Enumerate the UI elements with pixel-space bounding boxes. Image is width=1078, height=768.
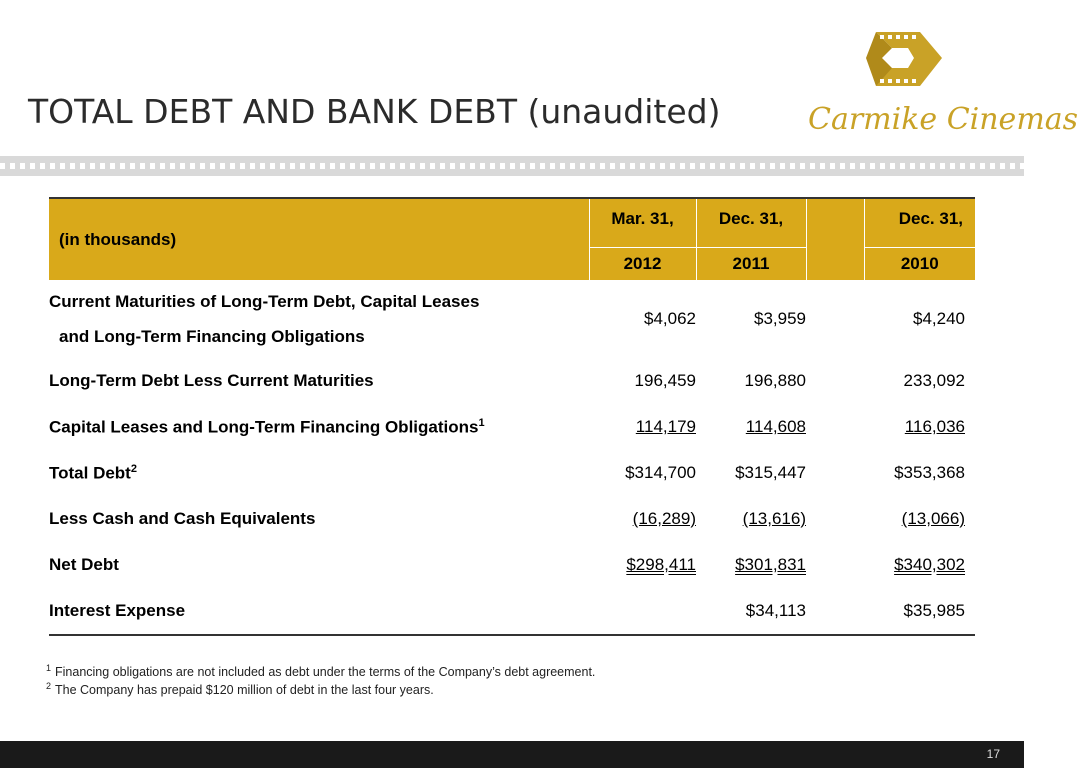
cell-value: (13,066): [901, 509, 965, 528]
col-header-mar-2012: Mar. 31,: [589, 198, 696, 248]
table-row: [49, 358, 975, 404]
cell-value: 233,092: [903, 371, 965, 390]
row-label: Less Cash and Cash Equivalents: [49, 509, 316, 528]
table-row: [49, 496, 975, 542]
cell-value: $34,113: [696, 588, 806, 635]
row-label: Total Debt$^2$: [49, 462, 137, 483]
cell-value: $315,447: [735, 463, 806, 482]
table-row: [49, 588, 975, 635]
col-header-dec-2011: Dec. 31,: [696, 198, 806, 248]
unit-label: (in thousands): [49, 198, 589, 280]
cell-value: 196,459: [634, 371, 696, 390]
cell-value: $340,302: [894, 555, 965, 574]
footnote-1: $^1$ Financing obligations are not included as debt under the terms of the Company’s debt agreement.: [46, 663, 596, 680]
cell-value: $298,411: [626, 555, 696, 574]
cell-value: 116,036: [904, 417, 965, 436]
table-row: [49, 542, 975, 588]
page-number: 17: [986, 747, 1000, 761]
debt-table: [49, 197, 975, 636]
col-year-2010: 2010: [864, 248, 975, 281]
table-row: [49, 450, 975, 496]
col-spacer: [806, 198, 864, 280]
row-label: Long-Term Debt Less Current Maturities: [49, 371, 374, 390]
row-label: Net Debt: [49, 555, 119, 574]
row-label: Interest Expense: [49, 588, 589, 635]
col-year-2012: 2012: [589, 248, 696, 281]
decorative-divider: [0, 156, 1024, 176]
row-label: Current Maturities of Long-Term Debt, Capital Leases and Long-Term Financing Obligations: [49, 292, 480, 346]
page-title: TOTAL DEBT AND BANK DEBT (unaudited): [28, 92, 721, 131]
carmike-logo: [808, 22, 1078, 150]
cell-value: [589, 588, 696, 635]
cell-value: $353,368: [894, 463, 965, 482]
footer-bar: [0, 741, 1024, 768]
footnote-2: $^2$ The Company has prepaid $120 million of debt in the last four years.: [46, 681, 434, 698]
table-header-row: [49, 198, 975, 248]
cell-value: $3,959: [754, 309, 806, 328]
cell-value: $35,985: [864, 588, 975, 635]
cell-value: (13,616): [742, 509, 806, 528]
cell-value: $314,700: [625, 463, 696, 482]
table-row: [49, 280, 975, 358]
cell-value: 114,608: [745, 417, 806, 436]
cell-value: (16,289): [632, 509, 696, 528]
col-year-2011: 2011: [696, 248, 806, 281]
cell-value: 114,179: [635, 417, 696, 436]
table-row: [49, 404, 975, 450]
row-label: Capital Leases and Long-Term Financing Obligations$^1$: [49, 416, 485, 437]
cell-value: $301,831: [735, 555, 806, 574]
logo-brand-text: Carmike Cinemas: [808, 102, 1078, 137]
col-header-dec-2010: Dec. 31,: [864, 198, 975, 248]
cell-value: $4,240: [913, 309, 965, 328]
film-reel-icon: [808, 22, 1008, 102]
cell-value: $4,062: [644, 309, 696, 328]
cell-value: 196,880: [744, 371, 806, 390]
